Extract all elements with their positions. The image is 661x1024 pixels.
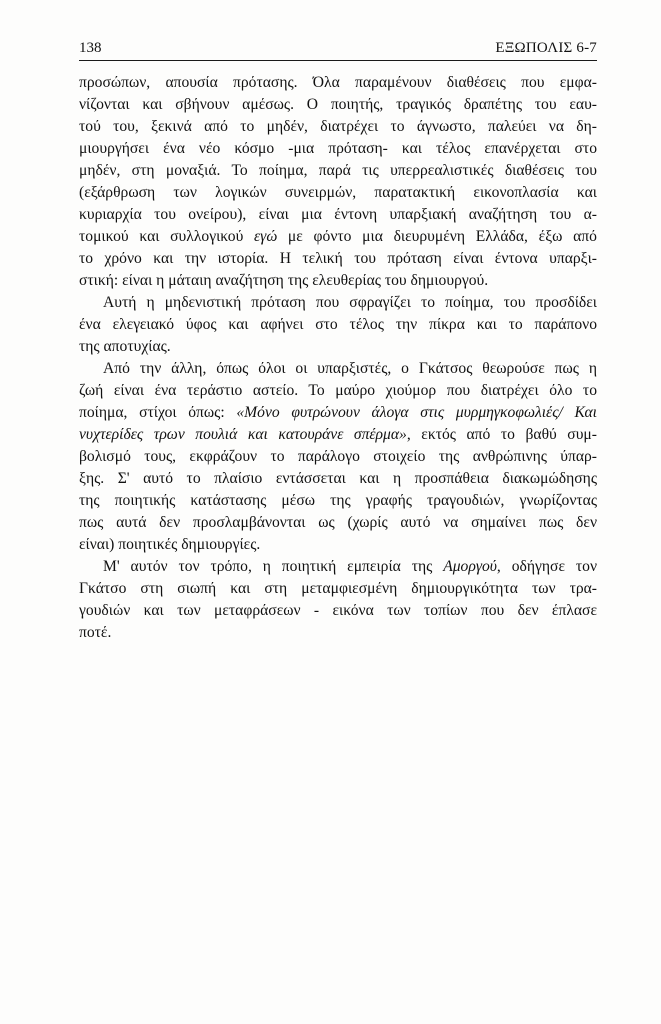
text-line: προσώπων, απουσία πρότασης. Όλα παραμένουν διαθέσεις που εμφα-	[79, 74, 597, 91]
text-line: ποτέ.	[79, 624, 112, 641]
text-line: Από την άλλη, όπως όλοι οι υπαρξιστές, ο Γκάτσος θεωρούσε πως η	[103, 360, 597, 377]
paragraph-2	[79, 292, 597, 358]
text-line: πως αυτά δεν προσλαμβάνονται ως (χωρίς αυτό να σημαίνει πως δεν	[79, 514, 597, 531]
text-line: Γκάτσο στη σιωπή και στη μεταμφιεσμένη δημιουργικότητα των τρα-	[79, 580, 597, 597]
paragraph-4	[79, 556, 597, 644]
text-line: κυριαρχία του ονείρου), είναι μια έντονη υπαρξιακή αναζήτηση του α-	[79, 206, 597, 223]
text-line: Αυτή η μηδενιστική πρόταση που σφραγίζει το ποίημα, του προσδίδει	[103, 294, 597, 311]
italic-amorgos: Αμοργού	[443, 558, 497, 575]
text-line: ζωή είναι ένα τεράστιο αστείο. Το μαύρο χιούμορ που διατρέχει όλο το	[79, 382, 597, 399]
text-line: ξης. Σ' αυτό το πλαίσιο εντάσσεται και η προσπάθεια διακωμώδησης	[79, 470, 597, 487]
paragraph-1	[79, 72, 597, 292]
text-line: νίζονται και σβήνουν αμέσως. Ο ποιητής, τραγικός δραπέτης του εαυ-	[79, 96, 597, 113]
text-line: το χρόνο και την ιστορία. Η τελική του πρόταση είναι έντονα υπαρξι-	[79, 250, 597, 267]
text-line: ένα ελεγειακό ύφος και αφήνει στο τέλος την πίκρα και το παράπονο	[79, 316, 597, 333]
text-line: της αποτυχίας.	[79, 338, 171, 355]
text-line: βολισμό τους, εκφράζουν το παράλογο στοιχείο της ανθρώπινης ύπαρ-	[79, 448, 597, 465]
text-line: μηδέν, στη μοναξιά. Το ποίημα, παρά τις υπερρεαλιστικές διαθέσεις του	[79, 162, 597, 179]
text-line: μιουργήσει ένα νέο κόσμο -μια πρόταση- και τέλος επανέρχεται στο	[79, 140, 597, 157]
text-line: νυχτερίδες τρων πουλιά και κατουράνε σπέρμα», εκτός από το βαθύ συμ-	[79, 426, 597, 443]
page-header	[79, 38, 597, 61]
text-line: είναι) ποιητικές δημιουργίες.	[79, 536, 261, 553]
running-title: ΕΞΩΠΟΛΙΣ 6-7	[495, 40, 597, 56]
text-line: Μ' αυτόν τον τρόπο, η ποιητική εμπειρία της Αμοργού, οδήγησε τον	[103, 558, 597, 575]
paragraph-3	[79, 358, 597, 556]
page-number: 138	[79, 40, 102, 56]
text-line: ποίημα, στίχοι όπως: «Μόνο φυτρώνουν άλογα στις μυρμηγκοφωλιές/ Και	[79, 404, 597, 421]
text-line: τού του, ξεκινά από το μηδέν, διατρέχει το άγνωστο, παλεύει να δη-	[79, 118, 597, 135]
text-line: (εξάρθρωση των λογικών συνειρμών, παρατακτική εικονοπλασία και	[79, 184, 597, 201]
text-line: της ποιητικής κατάστασης μέσω της γραφής τραγουδιών, γνωρίζοντας	[79, 492, 597, 509]
quote-italic: «Μόνο φυτρώνουν άλογα στις μυρμηγκοφωλιές/ Και	[236, 404, 597, 421]
text-line: γουδιών και των μεταφράσεων - εικόνα των τοπίων που δεν έπλασε	[79, 602, 597, 619]
text-line: στική: είναι η μάταιη αναζήτηση της ελευθερίας του δημιουργού.	[79, 272, 489, 289]
italic-ego: εγώ	[254, 228, 278, 245]
quote-italic: νυχτερίδες τρων πουλιά και κατουράνε σπέρμα»	[79, 426, 407, 443]
text-line: τομικού και συλλογικού εγώ με φόντο μια διευρυμένη Ελλάδα, έξω από	[79, 228, 597, 245]
body-text	[79, 72, 597, 644]
